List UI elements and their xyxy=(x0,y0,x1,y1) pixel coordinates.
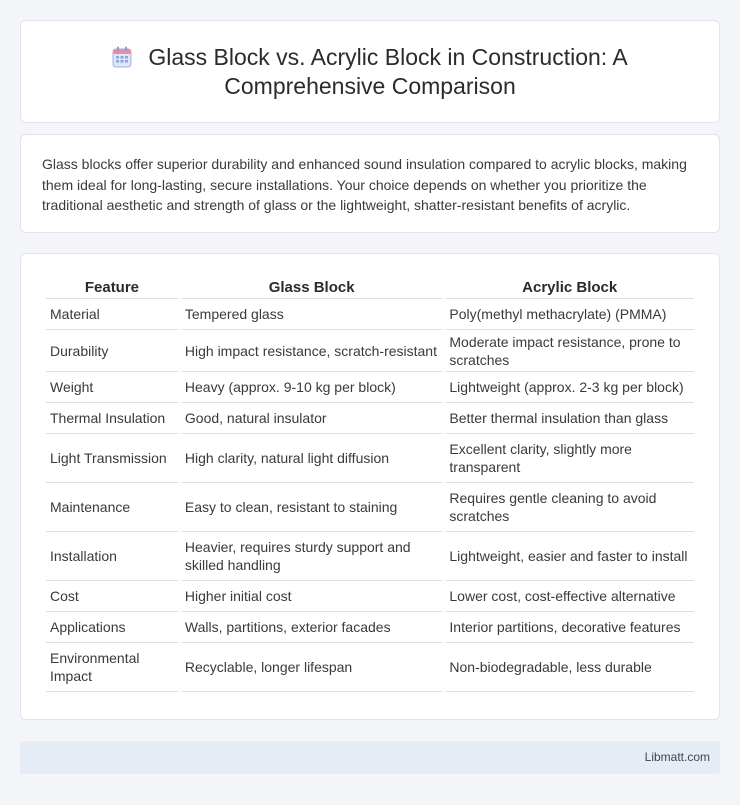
cell-glass-block: Tempered glass xyxy=(181,299,443,330)
page-title xyxy=(70,43,670,101)
header-acrylic-block: Acrylic Block xyxy=(445,277,694,299)
cell-glass-block: Higher initial cost xyxy=(181,581,443,612)
cell-glass-block: Recyclable, longer lifespan xyxy=(181,643,443,692)
footer xyxy=(20,741,720,774)
footer-brand: Libmatt.com xyxy=(644,750,710,764)
cell-glass-block: Walls, partitions, exterior facades xyxy=(181,612,443,643)
table-row xyxy=(46,483,694,532)
cell-glass-block: Good, natural insulator xyxy=(181,403,443,434)
cell-acrylic-block: Non-biodegradable, less durable xyxy=(445,643,694,692)
cell-feature: Light Transmission xyxy=(46,434,178,483)
cell-glass-block: High clarity, natural light diffusion xyxy=(181,434,443,483)
summary-text: Glass blocks offer superior durability and enhanced sound insulation compared to acrylic blocks, making them ideal for long-lasting, secure installations. Your choice depends on whether you prioritize the traditional aesthetic and strength of glass or the lightweight, shatter-resistant benefits of acrylic. xyxy=(42,156,687,214)
cell-acrylic-block: Lower cost, cost-effective alternative xyxy=(445,581,694,612)
cell-feature: Environmental Impact xyxy=(46,643,178,692)
comparison-card xyxy=(20,253,720,720)
cell-glass-block: Heavier, requires sturdy support and skilled handling xyxy=(181,532,443,581)
header-glass-block: Glass Block xyxy=(181,277,443,299)
cell-acrylic-block: Excellent clarity, slightly more transparent xyxy=(445,434,694,483)
cell-feature: Durability xyxy=(46,330,178,372)
cell-acrylic-block: Lightweight, easier and faster to install xyxy=(445,532,694,581)
cell-feature: Applications xyxy=(46,612,178,643)
cell-acrylic-block: Poly(methyl methacrylate) (PMMA) xyxy=(445,299,694,330)
comparison-table xyxy=(43,277,697,692)
cell-glass-block: Heavy (approx. 9-10 kg per block) xyxy=(181,372,443,403)
cell-feature: Cost xyxy=(46,581,178,612)
cell-feature: Maintenance xyxy=(46,483,178,532)
table-row xyxy=(46,403,694,434)
table-row xyxy=(46,434,694,483)
table-row xyxy=(46,299,694,330)
cell-acrylic-block: Requires gentle cleaning to avoid scratches xyxy=(445,483,694,532)
cell-acrylic-block: Moderate impact resistance, prone to scratches xyxy=(445,330,694,372)
calendar-icon xyxy=(112,46,132,68)
page-title-text: Glass Block vs. Acrylic Block in Construction: A Comprehensive Comparison xyxy=(148,43,628,99)
table-row xyxy=(46,532,694,581)
cell-acrylic-block: Interior partitions, decorative features xyxy=(445,612,694,643)
cell-glass-block: High impact resistance, scratch-resistant xyxy=(181,330,443,372)
table-row xyxy=(46,643,694,692)
cell-feature: Material xyxy=(46,299,178,330)
header-feature: Feature xyxy=(46,277,178,299)
cell-acrylic-block: Better thermal insulation than glass xyxy=(445,403,694,434)
header-card xyxy=(20,20,720,123)
table-row xyxy=(46,330,694,372)
table-row xyxy=(46,581,694,612)
table-header-row xyxy=(46,277,694,299)
table-row xyxy=(46,372,694,403)
table-row xyxy=(46,612,694,643)
cell-glass-block: Easy to clean, resistant to staining xyxy=(181,483,443,532)
summary-card xyxy=(20,134,720,233)
cell-feature: Installation xyxy=(46,532,178,581)
cell-feature: Thermal Insulation xyxy=(46,403,178,434)
cell-feature: Weight xyxy=(46,372,178,403)
cell-acrylic-block: Lightweight (approx. 2-3 kg per block) xyxy=(445,372,694,403)
